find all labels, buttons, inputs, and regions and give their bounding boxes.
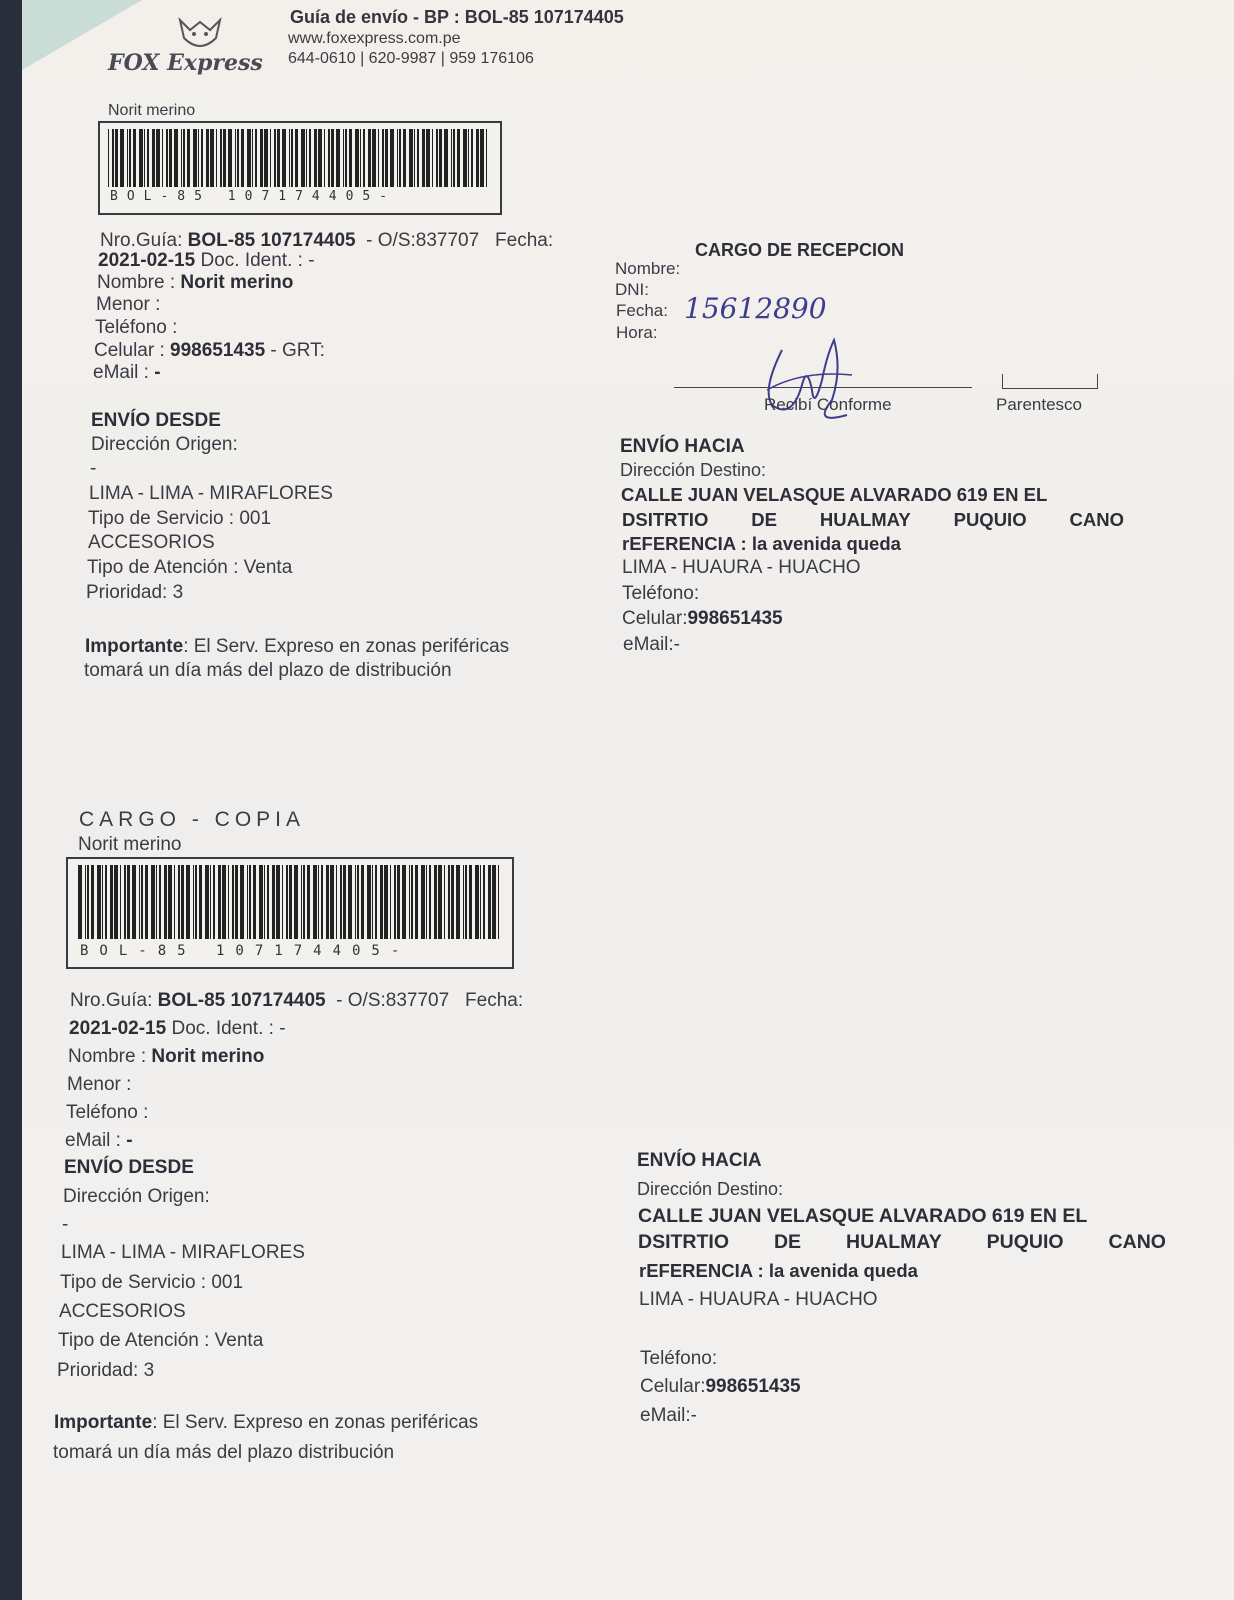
destino-label: Dirección Destino:	[620, 460, 767, 480]
addr-word: DSITRTIO	[622, 509, 709, 530]
date-value: 2021-02-15	[98, 250, 196, 271]
copia-fecha-label: Fecha:	[465, 990, 524, 1011]
addr-word: CANO	[1069, 509, 1124, 530]
copia-dest-celular	[640, 1376, 801, 1398]
cargo-hora: Hora:	[616, 323, 658, 342]
copia-barcode-recipient: Norit merino	[78, 834, 182, 855]
copia-origen-city: LIMA - LIMA - MIRAFLORES	[61, 1242, 305, 1263]
importante-text2: tomará un día más del plazo de distribución	[84, 660, 452, 681]
origen-city: LIMA - LIMA - MIRAFLORES	[89, 483, 333, 504]
copia-date-value: 2021-02-15	[69, 1018, 167, 1039]
copia-dest-city: LIMA - HUAURA - HUACHO	[639, 1289, 878, 1310]
shipping-document	[22, 0, 1234, 1600]
doc-ident: Doc. Ident. : -	[200, 250, 315, 271]
copia-importante-note	[54, 1412, 478, 1434]
fox-logo-icon	[172, 14, 228, 54]
menor: Menor :	[96, 294, 161, 315]
tipo-servicio: Tipo de Servicio : 001	[88, 508, 272, 529]
website: www.foxexpress.com.pe	[288, 30, 461, 47]
copia-envio-hacia-title: ENVÍO HACIA	[637, 1150, 762, 1171]
copia-menor: Menor :	[67, 1074, 132, 1095]
date-line	[98, 250, 315, 272]
guide-number: BOL-85 107174405	[187, 230, 356, 251]
dest-telefono: Teléfono:	[622, 583, 700, 604]
copia-email-label: eMail :	[65, 1130, 121, 1151]
copia-nombre-line	[68, 1046, 264, 1068]
copia-importante-text2: tomará un día más del plazo distribución	[53, 1442, 395, 1463]
parentesco: Parentesco	[996, 395, 1082, 414]
grt: - GRT:	[270, 340, 325, 361]
copia-barcode-text: BOL-85 107174405-	[80, 943, 411, 959]
addr-word: PUQUIO	[953, 509, 1027, 530]
addr-word: DSITRTIO	[638, 1231, 729, 1253]
celular-value: 998651435	[170, 340, 266, 361]
copia-prioridad: Prioridad: 3	[57, 1360, 155, 1381]
email-value: -	[154, 362, 161, 383]
copia-barcode-bars	[78, 865, 502, 939]
copia-dest-reference: rEFERENCIA : la avenida queda	[639, 1260, 918, 1281]
nombre-line	[97, 272, 293, 294]
addr-word: CANO	[1108, 1231, 1166, 1253]
signature-scribble	[752, 330, 862, 430]
dest-city: LIMA - HUAURA - HUACHO	[622, 557, 861, 578]
copia-importante-label: Importante	[54, 1412, 153, 1433]
cargo-fecha: Fecha:	[616, 301, 668, 320]
copia-envio-desde-title: ENVÍO DESDE	[64, 1157, 194, 1178]
barcode-recipient: Norit merino	[108, 102, 196, 119]
cargo-nombre: Nombre:	[615, 259, 681, 278]
envio-hacia-title: ENVÍO HACIA	[620, 436, 745, 457]
copia-dest-telefono: Teléfono:	[640, 1348, 718, 1369]
importante-note	[85, 636, 509, 658]
copia-os-number: - O/S:837707	[336, 990, 450, 1011]
addr-word: DE	[773, 1231, 802, 1253]
copia-date-line	[69, 1018, 286, 1040]
dest-address-line2	[622, 509, 1124, 531]
prioridad: Prioridad: 3	[86, 582, 184, 603]
handwritten-dni: 15612890	[684, 292, 827, 325]
dest-address-line1: CALLE JUAN VELASQUE ALVARADO 619 EN EL	[621, 484, 1048, 505]
addr-word: HUALMAY	[819, 509, 911, 530]
cargo-dni: DNI:	[615, 280, 649, 299]
addr-word: PUQUIO	[986, 1231, 1064, 1253]
copia-guide-line	[70, 990, 523, 1012]
copia-dest-address-line2	[638, 1231, 1166, 1254]
importante-text: : El Serv. Expreso en zonas periféricas	[183, 636, 510, 657]
origen-label: Dirección Origen:	[91, 434, 238, 455]
fecha-label: Fecha:	[495, 230, 554, 251]
copia-origen-label: Dirección Origen:	[63, 1186, 210, 1207]
dest-celular-value: 998651435	[687, 608, 783, 629]
recibi-conforme: Recibí Conforme	[764, 395, 892, 414]
copia-guide-label: Nro.Guía:	[70, 990, 153, 1011]
copia-telefono: Teléfono :	[66, 1102, 149, 1123]
copia-nombre-value: Norit merino	[151, 1046, 265, 1067]
dest-celular	[622, 608, 783, 630]
phones: 644-0610 | 620-9987 | 959 176106	[288, 50, 534, 67]
celular-label: Celular :	[94, 340, 165, 361]
email-line	[93, 362, 161, 384]
copia-nombre-label: Nombre :	[68, 1046, 147, 1067]
brand-name: FOX Express	[108, 50, 263, 76]
document-title: Guía de envío - BP : BOL-85 107174405	[290, 7, 624, 27]
copia-doc-ident: Doc. Ident. : -	[171, 1018, 286, 1039]
origen-dash: -	[90, 458, 97, 479]
copia-dest-celular-label: Celular:	[640, 1376, 706, 1397]
telefono: Teléfono :	[95, 317, 178, 338]
dest-reference: rEFERENCIA : la avenida queda	[622, 533, 901, 554]
copia-tipo-servicio: Tipo de Servicio : 001	[60, 1272, 244, 1293]
copia-email-line	[65, 1130, 133, 1152]
parentesco-box	[1002, 374, 1098, 389]
copia-barcode	[66, 857, 514, 969]
cargo-copia-title: CARGO - COPIA	[79, 808, 306, 831]
copia-importante-text: : El Serv. Expreso en zonas periféricas	[152, 1412, 479, 1433]
importante-label: Importante	[85, 636, 184, 657]
cargo-recepcion-title: CARGO DE RECEPCION	[695, 240, 905, 260]
barcode-text: BOL-85 107174405-	[110, 189, 397, 204]
copia-dest-email: eMail:-	[640, 1405, 698, 1426]
barcode	[98, 121, 502, 215]
copia-origen-dash: -	[62, 1214, 69, 1235]
celular-line	[94, 340, 325, 362]
copia-destino-label: Dirección Destino:	[637, 1179, 784, 1199]
tipo-atencion: Tipo de Atención : Venta	[87, 557, 293, 578]
guide-line	[100, 230, 553, 252]
addr-word: DE	[751, 509, 777, 530]
guide-label: Nro.Guía:	[100, 230, 183, 251]
barcode-bars	[108, 129, 492, 187]
accesorios: ACCESORIOS	[88, 532, 215, 553]
nombre-label: Nombre :	[97, 272, 176, 293]
copia-dest-celular-value: 998651435	[705, 1376, 801, 1397]
copia-dest-address-line1: CALLE JUAN VELASQUE ALVARADO 619 EN EL	[638, 1205, 1088, 1227]
addr-word: HUALMAY	[846, 1231, 942, 1253]
copia-tipo-atencion: Tipo de Atención : Venta	[58, 1330, 264, 1351]
email-label: eMail :	[93, 362, 149, 383]
copia-guide-number: BOL-85 107174405	[157, 990, 326, 1011]
copia-email-value: -	[126, 1130, 133, 1151]
os-number: - O/S:837707	[366, 230, 480, 251]
nombre-value: Norit merino	[180, 272, 294, 293]
dest-celular-label: Celular:	[622, 608, 688, 629]
envio-desde-title: ENVÍO DESDE	[91, 410, 221, 431]
dest-email: eMail:-	[623, 634, 681, 655]
copia-accesorios: ACCESORIOS	[59, 1301, 186, 1322]
